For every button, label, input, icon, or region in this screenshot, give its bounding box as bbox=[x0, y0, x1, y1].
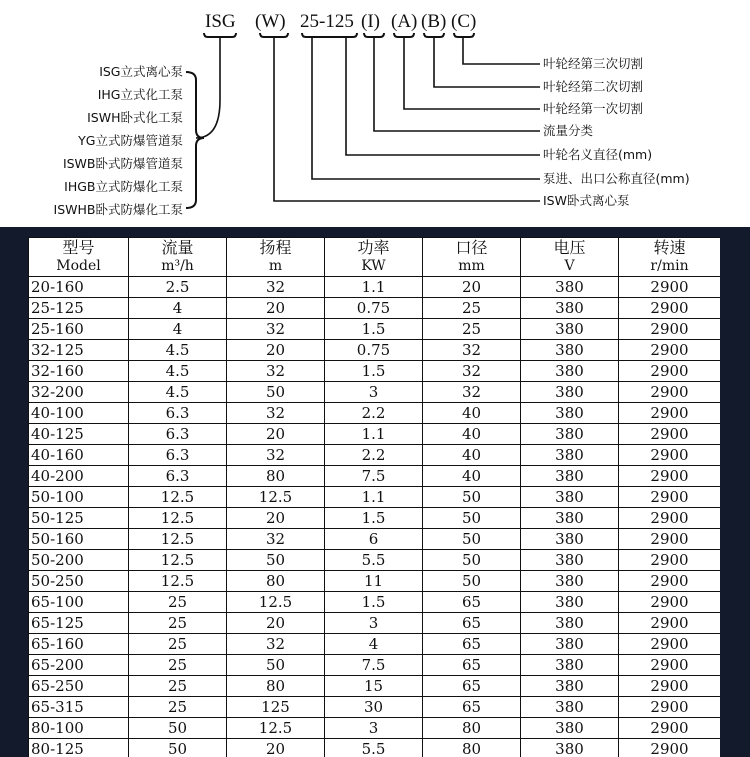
cell-power: 1.5 bbox=[325, 361, 423, 382]
table-row bbox=[29, 697, 721, 718]
underline-base bbox=[204, 33, 236, 37]
cell-model: 65-100 bbox=[29, 592, 129, 613]
cell-power: 1.5 bbox=[325, 319, 423, 340]
cell-diameter: 80 bbox=[423, 739, 521, 757]
cell-power: 5.5 bbox=[325, 739, 423, 757]
cell-voltage: 380 bbox=[521, 382, 619, 403]
cell-flow: 25 bbox=[129, 697, 227, 718]
table-row bbox=[29, 676, 721, 697]
left-label-isg: ISG立式离心泵 bbox=[99, 64, 183, 79]
cell-voltage: 380 bbox=[521, 298, 619, 319]
cell-diameter: 25 bbox=[423, 298, 521, 319]
cell-speed: 2900 bbox=[619, 445, 721, 466]
cell-power: 5.5 bbox=[325, 550, 423, 571]
cell-speed: 2900 bbox=[619, 466, 721, 487]
code-i: (I) bbox=[361, 11, 380, 32]
cell-flow: 12.5 bbox=[129, 487, 227, 508]
cell-model: 65-200 bbox=[29, 655, 129, 676]
cell-head: 12.5 bbox=[227, 592, 325, 613]
cell-diameter: 40 bbox=[423, 403, 521, 424]
cell-head: 125 bbox=[227, 697, 325, 718]
cell-voltage: 380 bbox=[521, 277, 619, 298]
cell-speed: 2900 bbox=[619, 697, 721, 718]
cell-flow: 6.3 bbox=[129, 424, 227, 445]
right-label-i: 流量分类 bbox=[543, 123, 594, 138]
cell-head: 32 bbox=[227, 445, 325, 466]
cell-head: 20 bbox=[227, 298, 325, 319]
header-diameter-cn: 口径 bbox=[423, 238, 521, 258]
right-label-size-inlet: 泵进、出口公称直径(mm) bbox=[543, 171, 690, 186]
cell-power: 1.5 bbox=[325, 508, 423, 529]
leader-base bbox=[196, 37, 220, 138]
table-row bbox=[29, 277, 721, 298]
cell-diameter: 40 bbox=[423, 445, 521, 466]
header-row-cn bbox=[29, 238, 721, 258]
header-head-cn: 扬程 bbox=[227, 238, 325, 258]
cell-voltage: 380 bbox=[521, 739, 619, 757]
cell-head: 12.5 bbox=[227, 487, 325, 508]
cell-flow: 4.5 bbox=[129, 340, 227, 361]
cell-power: 2.2 bbox=[325, 403, 423, 424]
cell-head: 50 bbox=[227, 655, 325, 676]
cell-voltage: 380 bbox=[521, 634, 619, 655]
cell-power: 1.1 bbox=[325, 424, 423, 445]
cell-speed: 2900 bbox=[619, 592, 721, 613]
cell-diameter: 20 bbox=[423, 277, 521, 298]
table-row bbox=[29, 319, 721, 340]
cell-head: 80 bbox=[227, 466, 325, 487]
right-label-a: 叶轮经第一次切割 bbox=[543, 101, 643, 116]
cell-flow: 4 bbox=[129, 319, 227, 340]
cell-diameter: 50 bbox=[423, 487, 521, 508]
cell-power: 7.5 bbox=[325, 655, 423, 676]
cell-speed: 2900 bbox=[619, 361, 721, 382]
cell-model: 50-100 bbox=[29, 487, 129, 508]
cell-head: 20 bbox=[227, 508, 325, 529]
cell-flow: 12.5 bbox=[129, 529, 227, 550]
header-power-cn: 功率 bbox=[325, 238, 423, 258]
cell-power: 15 bbox=[325, 676, 423, 697]
cell-flow: 4.5 bbox=[129, 361, 227, 382]
cell-flow: 6.3 bbox=[129, 445, 227, 466]
cell-model: 65-160 bbox=[29, 634, 129, 655]
underline-size bbox=[302, 33, 357, 37]
cell-speed: 2900 bbox=[619, 319, 721, 340]
cell-voltage: 380 bbox=[521, 445, 619, 466]
cell-model: 32-200 bbox=[29, 382, 129, 403]
underline-w bbox=[260, 33, 288, 37]
cell-speed: 2900 bbox=[619, 655, 721, 676]
cell-flow: 6.3 bbox=[129, 466, 227, 487]
left-label-iswh: ISWH卧式化工泵 bbox=[87, 110, 183, 125]
cell-voltage: 380 bbox=[521, 466, 619, 487]
cell-voltage: 380 bbox=[521, 424, 619, 445]
leader-b bbox=[434, 37, 540, 87]
cell-head: 32 bbox=[227, 361, 325, 382]
cell-power: 30 bbox=[325, 697, 423, 718]
header-row-en bbox=[29, 257, 721, 277]
cell-flow: 2.5 bbox=[129, 277, 227, 298]
cell-flow: 25 bbox=[129, 634, 227, 655]
cell-model: 32-160 bbox=[29, 361, 129, 382]
cell-speed: 2900 bbox=[619, 634, 721, 655]
table-row bbox=[29, 403, 721, 424]
cell-power: 0.75 bbox=[325, 298, 423, 319]
left-label-ihg: IHG立式化工泵 bbox=[98, 87, 183, 102]
cell-flow: 50 bbox=[129, 718, 227, 739]
cell-diameter: 50 bbox=[423, 529, 521, 550]
underline-i bbox=[364, 33, 384, 37]
cell-power: 11 bbox=[325, 571, 423, 592]
cell-model: 20-160 bbox=[29, 277, 129, 298]
underline-c bbox=[454, 33, 474, 37]
leader-c bbox=[463, 37, 540, 64]
spec-table-container bbox=[28, 237, 720, 757]
header-speed-en: r/min bbox=[619, 257, 721, 277]
cell-power: 6 bbox=[325, 529, 423, 550]
cell-power: 3 bbox=[325, 718, 423, 739]
cell-model: 80-125 bbox=[29, 739, 129, 757]
cell-flow: 4 bbox=[129, 298, 227, 319]
cell-model: 65-250 bbox=[29, 676, 129, 697]
cell-voltage: 380 bbox=[521, 697, 619, 718]
cell-speed: 2900 bbox=[619, 487, 721, 508]
left-label-yg: YG立式防爆管道泵 bbox=[77, 133, 183, 148]
cell-speed: 2900 bbox=[619, 613, 721, 634]
cell-voltage: 380 bbox=[521, 340, 619, 361]
table-row bbox=[29, 718, 721, 739]
header-diameter-en: mm bbox=[423, 257, 521, 277]
cell-diameter: 32 bbox=[423, 361, 521, 382]
table-row bbox=[29, 382, 721, 403]
cell-speed: 2900 bbox=[619, 718, 721, 739]
cell-model: 40-100 bbox=[29, 403, 129, 424]
header-voltage-en: V bbox=[521, 257, 619, 277]
header-power-en: KW bbox=[325, 257, 423, 277]
cell-head: 32 bbox=[227, 634, 325, 655]
cell-power: 1.5 bbox=[325, 592, 423, 613]
right-label-w: ISW卧式离心泵 bbox=[543, 193, 629, 208]
cell-speed: 2900 bbox=[619, 340, 721, 361]
code-size: 25-125 bbox=[300, 11, 354, 32]
model-code-diagram bbox=[0, 0, 750, 227]
cell-flow: 6.3 bbox=[129, 403, 227, 424]
cell-voltage: 380 bbox=[521, 655, 619, 676]
cell-model: 65-315 bbox=[29, 697, 129, 718]
cell-flow: 50 bbox=[129, 739, 227, 757]
header-speed-cn: 转速 bbox=[619, 238, 721, 258]
header-head-en: m bbox=[227, 257, 325, 277]
cell-voltage: 380 bbox=[521, 487, 619, 508]
cell-diameter: 65 bbox=[423, 655, 521, 676]
leader-size-impeller bbox=[346, 37, 540, 155]
cell-voltage: 380 bbox=[521, 508, 619, 529]
cell-voltage: 380 bbox=[521, 613, 619, 634]
cell-power: 3 bbox=[325, 613, 423, 634]
table-row bbox=[29, 529, 721, 550]
left-label-iswhb: ISWHB卧式防爆化工泵 bbox=[54, 202, 183, 217]
cell-power: 0.75 bbox=[325, 340, 423, 361]
cell-head: 20 bbox=[227, 739, 325, 757]
right-label-size-impeller: 叶轮名义直径(mm) bbox=[543, 147, 652, 162]
cell-model: 65-125 bbox=[29, 613, 129, 634]
leader-lines bbox=[196, 37, 540, 201]
cell-diameter: 65 bbox=[423, 676, 521, 697]
cell-head: 32 bbox=[227, 277, 325, 298]
underline-a bbox=[394, 33, 414, 37]
right-label-c: 叶轮经第三次切割 bbox=[543, 56, 643, 71]
cell-diameter: 40 bbox=[423, 424, 521, 445]
cell-diameter: 80 bbox=[423, 718, 521, 739]
cell-voltage: 380 bbox=[521, 361, 619, 382]
table-row bbox=[29, 445, 721, 466]
cell-head: 20 bbox=[227, 340, 325, 361]
cell-voltage: 380 bbox=[521, 550, 619, 571]
code-base: ISG bbox=[205, 11, 236, 32]
cell-speed: 2900 bbox=[619, 403, 721, 424]
table-row bbox=[29, 739, 721, 757]
cell-diameter: 50 bbox=[423, 508, 521, 529]
model-code-svg bbox=[0, 0, 750, 227]
left-brace bbox=[186, 72, 204, 208]
table-row bbox=[29, 298, 721, 319]
cell-model: 40-200 bbox=[29, 466, 129, 487]
cell-model: 50-250 bbox=[29, 571, 129, 592]
cell-diameter: 50 bbox=[423, 571, 521, 592]
cell-flow: 25 bbox=[129, 676, 227, 697]
table-row bbox=[29, 613, 721, 634]
spec-table bbox=[28, 237, 720, 757]
cell-model: 50-200 bbox=[29, 550, 129, 571]
cell-voltage: 380 bbox=[521, 319, 619, 340]
cell-head: 50 bbox=[227, 382, 325, 403]
cell-model: 32-125 bbox=[29, 340, 129, 361]
cell-diameter: 65 bbox=[423, 634, 521, 655]
table-row bbox=[29, 634, 721, 655]
cell-power: 7.5 bbox=[325, 466, 423, 487]
cell-speed: 2900 bbox=[619, 298, 721, 319]
table-row bbox=[29, 424, 721, 445]
left-label-iswb: ISWB卧式防爆管道泵 bbox=[63, 156, 183, 171]
cell-flow: 4.5 bbox=[129, 382, 227, 403]
code-underlines bbox=[204, 33, 474, 37]
cell-voltage: 380 bbox=[521, 571, 619, 592]
cell-diameter: 40 bbox=[423, 466, 521, 487]
table-row bbox=[29, 550, 721, 571]
cell-head: 32 bbox=[227, 529, 325, 550]
cell-head: 12.5 bbox=[227, 718, 325, 739]
cell-head: 20 bbox=[227, 613, 325, 634]
cell-voltage: 380 bbox=[521, 676, 619, 697]
cell-model: 50-160 bbox=[29, 529, 129, 550]
cell-power: 1.1 bbox=[325, 487, 423, 508]
cell-head: 20 bbox=[227, 424, 325, 445]
leader-i bbox=[374, 37, 540, 131]
leader-w bbox=[274, 37, 540, 201]
cell-model: 25-160 bbox=[29, 319, 129, 340]
cell-diameter: 50 bbox=[423, 550, 521, 571]
spec-table-body bbox=[29, 238, 721, 757]
cell-head: 80 bbox=[227, 676, 325, 697]
leader-a bbox=[404, 37, 540, 109]
cell-speed: 2900 bbox=[619, 277, 721, 298]
left-label-ihgb: IHGB立式防爆化工泵 bbox=[64, 179, 183, 194]
underline-b bbox=[424, 33, 444, 37]
cell-diameter: 65 bbox=[423, 697, 521, 718]
cell-model: 40-160 bbox=[29, 445, 129, 466]
table-row bbox=[29, 487, 721, 508]
cell-speed: 2900 bbox=[619, 424, 721, 445]
table-row bbox=[29, 571, 721, 592]
table-row bbox=[29, 592, 721, 613]
cell-speed: 2900 bbox=[619, 382, 721, 403]
table-row bbox=[29, 340, 721, 361]
header-flow-cn: 流量 bbox=[129, 238, 227, 258]
cell-head: 50 bbox=[227, 550, 325, 571]
cell-flow: 12.5 bbox=[129, 550, 227, 571]
cell-voltage: 380 bbox=[521, 529, 619, 550]
cell-diameter: 25 bbox=[423, 319, 521, 340]
cell-head: 32 bbox=[227, 319, 325, 340]
cell-head: 80 bbox=[227, 571, 325, 592]
cell-flow: 12.5 bbox=[129, 571, 227, 592]
cell-power: 4 bbox=[325, 634, 423, 655]
cell-speed: 2900 bbox=[619, 676, 721, 697]
cell-speed: 2900 bbox=[619, 529, 721, 550]
code-a: (A) bbox=[391, 11, 417, 32]
cell-speed: 2900 bbox=[619, 508, 721, 529]
cell-diameter: 32 bbox=[423, 340, 521, 361]
cell-voltage: 380 bbox=[521, 718, 619, 739]
cell-diameter: 32 bbox=[423, 382, 521, 403]
cell-power: 3 bbox=[325, 382, 423, 403]
cell-model: 25-125 bbox=[29, 298, 129, 319]
cell-diameter: 65 bbox=[423, 613, 521, 634]
cell-flow: 25 bbox=[129, 592, 227, 613]
table-row bbox=[29, 466, 721, 487]
header-model-cn: 型号 bbox=[29, 238, 129, 258]
cell-voltage: 380 bbox=[521, 592, 619, 613]
cell-speed: 2900 bbox=[619, 571, 721, 592]
table-row bbox=[29, 655, 721, 676]
cell-speed: 2900 bbox=[619, 550, 721, 571]
code-w: (W) bbox=[255, 11, 286, 32]
table-row bbox=[29, 508, 721, 529]
cell-model: 80-100 bbox=[29, 718, 129, 739]
code-b: (B) bbox=[421, 11, 446, 32]
header-flow-en: m³/h bbox=[129, 257, 227, 277]
cell-power: 1.1 bbox=[325, 277, 423, 298]
table-row bbox=[29, 361, 721, 382]
cell-flow: 25 bbox=[129, 613, 227, 634]
cell-voltage: 380 bbox=[521, 403, 619, 424]
cell-head: 32 bbox=[227, 403, 325, 424]
cell-model: 40-125 bbox=[29, 424, 129, 445]
cell-diameter: 65 bbox=[423, 592, 521, 613]
header-model-en: Model bbox=[29, 257, 129, 277]
code-c: (C) bbox=[451, 11, 476, 32]
right-label-b: 叶轮经第二次切割 bbox=[543, 79, 643, 94]
cell-power: 2.2 bbox=[325, 445, 423, 466]
header-voltage-cn: 电压 bbox=[521, 238, 619, 258]
cell-speed: 2900 bbox=[619, 739, 721, 757]
cell-flow: 12.5 bbox=[129, 508, 227, 529]
cell-model: 50-125 bbox=[29, 508, 129, 529]
cell-flow: 25 bbox=[129, 655, 227, 676]
